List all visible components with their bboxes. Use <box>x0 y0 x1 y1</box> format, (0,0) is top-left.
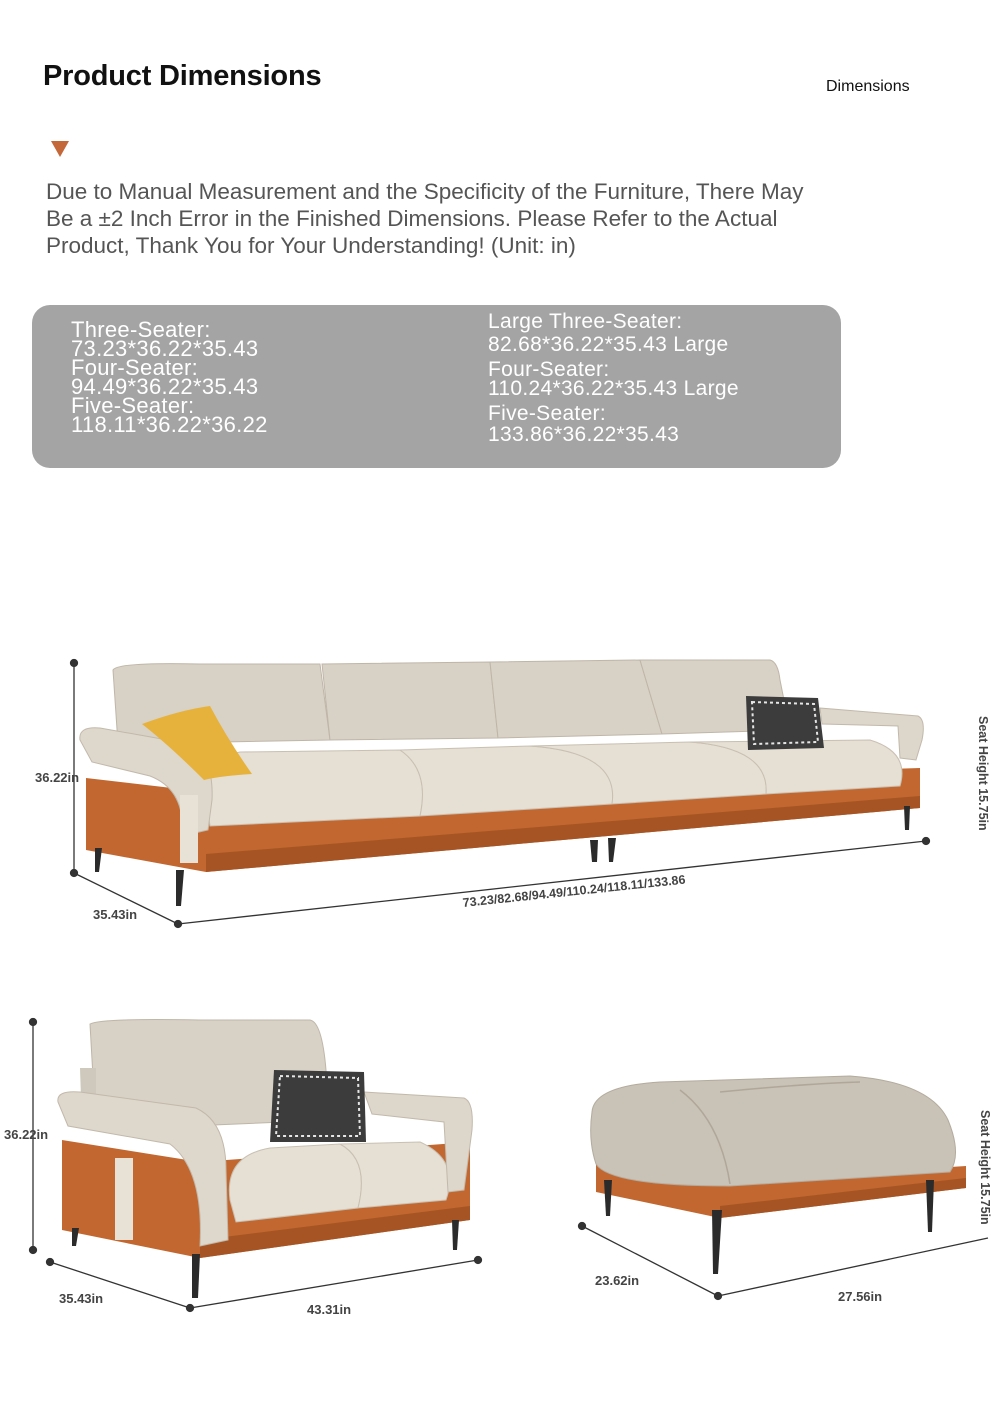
ottoman-seat-height-clip <box>978 1110 990 1240</box>
spec-value: 73.23*36.22*35.43 <box>71 336 259 361</box>
spec-name: Large Three-Seater: <box>488 310 683 333</box>
armchair-illustration <box>0 1010 500 1320</box>
spec-item <box>71 393 268 437</box>
sofa-height-label: 36.22in <box>35 770 80 785</box>
ottoman-depth-label: 23.62in <box>595 1273 640 1288</box>
spec-name: Five-Seater: <box>71 393 195 418</box>
spec-item <box>488 360 739 398</box>
spec-item <box>71 355 268 399</box>
spec-column-right <box>488 312 739 444</box>
spec-column-left <box>71 317 268 437</box>
spec-item <box>71 317 268 361</box>
spec-value: 94.49*36.22*35.43 <box>71 374 259 399</box>
spec-name: Three-Seater: <box>71 317 211 342</box>
triangle-down-icon <box>51 141 69 157</box>
sofa-seat-height-label: Seat Height 15.75in <box>976 716 990 831</box>
spec-name: Four-Seater: <box>488 358 610 381</box>
spec-value: 110.24*36.22*35.43 Large <box>488 377 739 400</box>
spec-item <box>488 312 739 354</box>
sofa-depth-label: 35.43in <box>93 907 138 922</box>
ottoman-seat-height-label: Seat Height 15.75in <box>978 1110 992 1225</box>
chair-depth-label: 35.43in <box>59 1291 104 1306</box>
ottoman-width-label: 27.56in <box>838 1289 883 1304</box>
spec-value: 82.68*36.22*35.43 Large <box>488 333 729 356</box>
chair-height-label: 36.22in <box>4 1127 49 1142</box>
measurement-notice: Due to Manual Measurement and the Specificity of the Furniture, There May Be a ±2 Inch Error in the Finished Dimensions. Please Refer to the Actual Product, Thank You for Your Understanding! (Unit: in) <box>46 179 804 258</box>
spec-value: 118.11*36.22*36.22 <box>71 412 268 437</box>
chair-width-label: 43.31in <box>307 1302 352 1317</box>
spec-name: Five-Seater: <box>488 402 606 425</box>
section-tag: Dimensions <box>826 78 910 95</box>
spec-name: Four-Seater: <box>71 355 199 380</box>
spec-item <box>488 404 739 444</box>
spec-value: 133.86*36.22*35.43 <box>488 423 680 446</box>
page-title: Product Dimensions <box>43 60 322 92</box>
sofa-width-label: 73.23/82.68/94.49/110.24/118.11/133.86 <box>462 872 687 910</box>
